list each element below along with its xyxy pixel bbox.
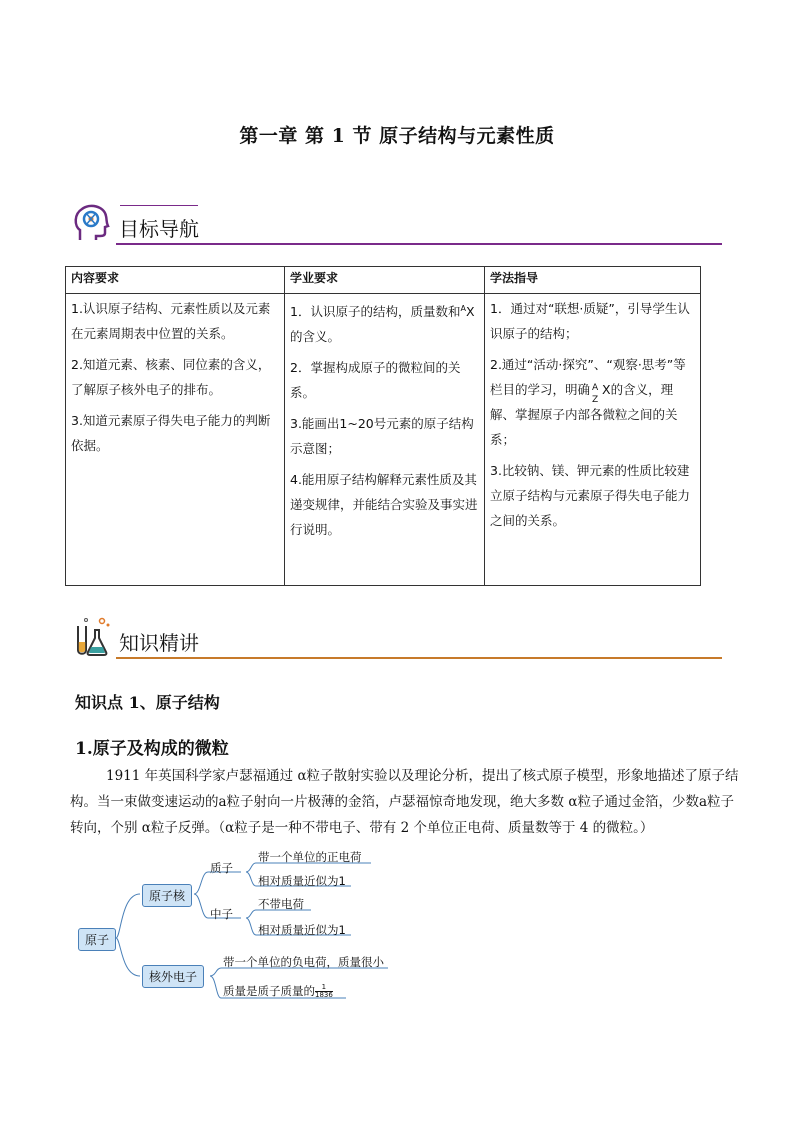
atom-structure-mindmap (76, 848, 406, 1008)
header-method: 学法指导 (485, 267, 701, 294)
list-item: 2.知道元素、核素、同位素的含义，了解原子核外电子的排布。 (71, 357, 271, 397)
list-item: 2．掌握构成原子的微粒间的关系。 (290, 360, 461, 401)
node-nucleus: 原子核 (142, 884, 192, 907)
leaf-electron-mass: 质量是质子质量的 $\frac{1}{1836}$ (223, 983, 333, 999)
node-atom: 原子 (78, 928, 116, 951)
node-neutron: 中子 (210, 907, 233, 921)
leaf-electron-charge: 带一个单位的负电荷，质量很小 (223, 955, 384, 969)
list-item: 3.知道元素原子得失电子能力的判断依据。 (71, 413, 271, 453)
nuclide-notation: A Z (592, 383, 599, 405)
leaf-neutron-mass: 相对质量近似为1 (258, 923, 346, 937)
list-item: 1．通过对“联想·质疑”，引导学生认识原子的结构； (490, 301, 690, 341)
table-cell-method (485, 294, 701, 586)
section-label: 知识精讲 (119, 631, 199, 655)
leaf-proton-mass: 相对质量近似为1 (258, 874, 346, 888)
leaf-proton-charge: 带一个单位的正电荷 (258, 850, 362, 864)
table-row (66, 294, 701, 586)
subsection-title: 1.原子及构成的微粒 (75, 739, 229, 759)
lab-flask-icon (72, 616, 112, 658)
list-item: 1．认识原子的结构，质量数和$^A$X的含义。 (290, 304, 475, 345)
list-item: 4.能用原子结构解释元素性质及其递变规律，并能结合实验及事实进行说明。 (290, 472, 478, 538)
brain-gear-icon (72, 202, 112, 244)
section-header-knowledge (72, 616, 722, 660)
list-item: 3.比较钠、镁、钾元素的性质比较建立原子结构与元素原子得失电子能力之间的关系。 (490, 463, 691, 528)
page-title: 第一章 第 1 节 原子结构与元素性质 (239, 125, 555, 147)
leaf-neutron-charge: 不带电荷 (258, 897, 304, 911)
list-item: 2.通过“活动·探究”、“观察·思考”等栏目的学习，明确 A Z X的含义，理解、掌握原子内部各微粒之间的关系； (490, 357, 686, 447)
table-header-row (66, 267, 701, 294)
goals-table (65, 266, 701, 586)
header-academic: 学业要求 (285, 267, 485, 294)
section-label: 目标导航 (119, 217, 199, 241)
list-item: 3.能画出1~20号元素的原子结构示意图； (290, 416, 474, 457)
section-header-goals (72, 202, 722, 246)
node-proton: 质子 (210, 861, 233, 875)
table-cell-content (66, 294, 285, 586)
node-electron: 核外电子 (142, 965, 204, 988)
list-item: 1.认识原子结构、元素性质以及元素在元素周期表中位置的关系。 (71, 301, 271, 341)
header-content: 内容要求 (66, 267, 285, 294)
knowledge-point-title: 知识点 1、原子结构 (75, 693, 220, 712)
table-cell-academic (285, 294, 485, 586)
body-paragraph: 1911 年英国科学家卢瑟福通过 α粒子散射实验以及理论分析，提出了核式原子模型，形象地描述了原子结构。当一束做变速运动的a粒子射向一片极薄的金箔，卢瑟福惊奇地发现，绝大多数 α粒子通过金箔，少数a粒子转向，个别 α粒子反弹。（α粒子是一种不带电子、带有 2 个单位正电荷、质量数等于 4 的微粒。） (70, 768, 739, 836)
fraction: $\frac{1}{1836}$ (315, 983, 333, 999)
